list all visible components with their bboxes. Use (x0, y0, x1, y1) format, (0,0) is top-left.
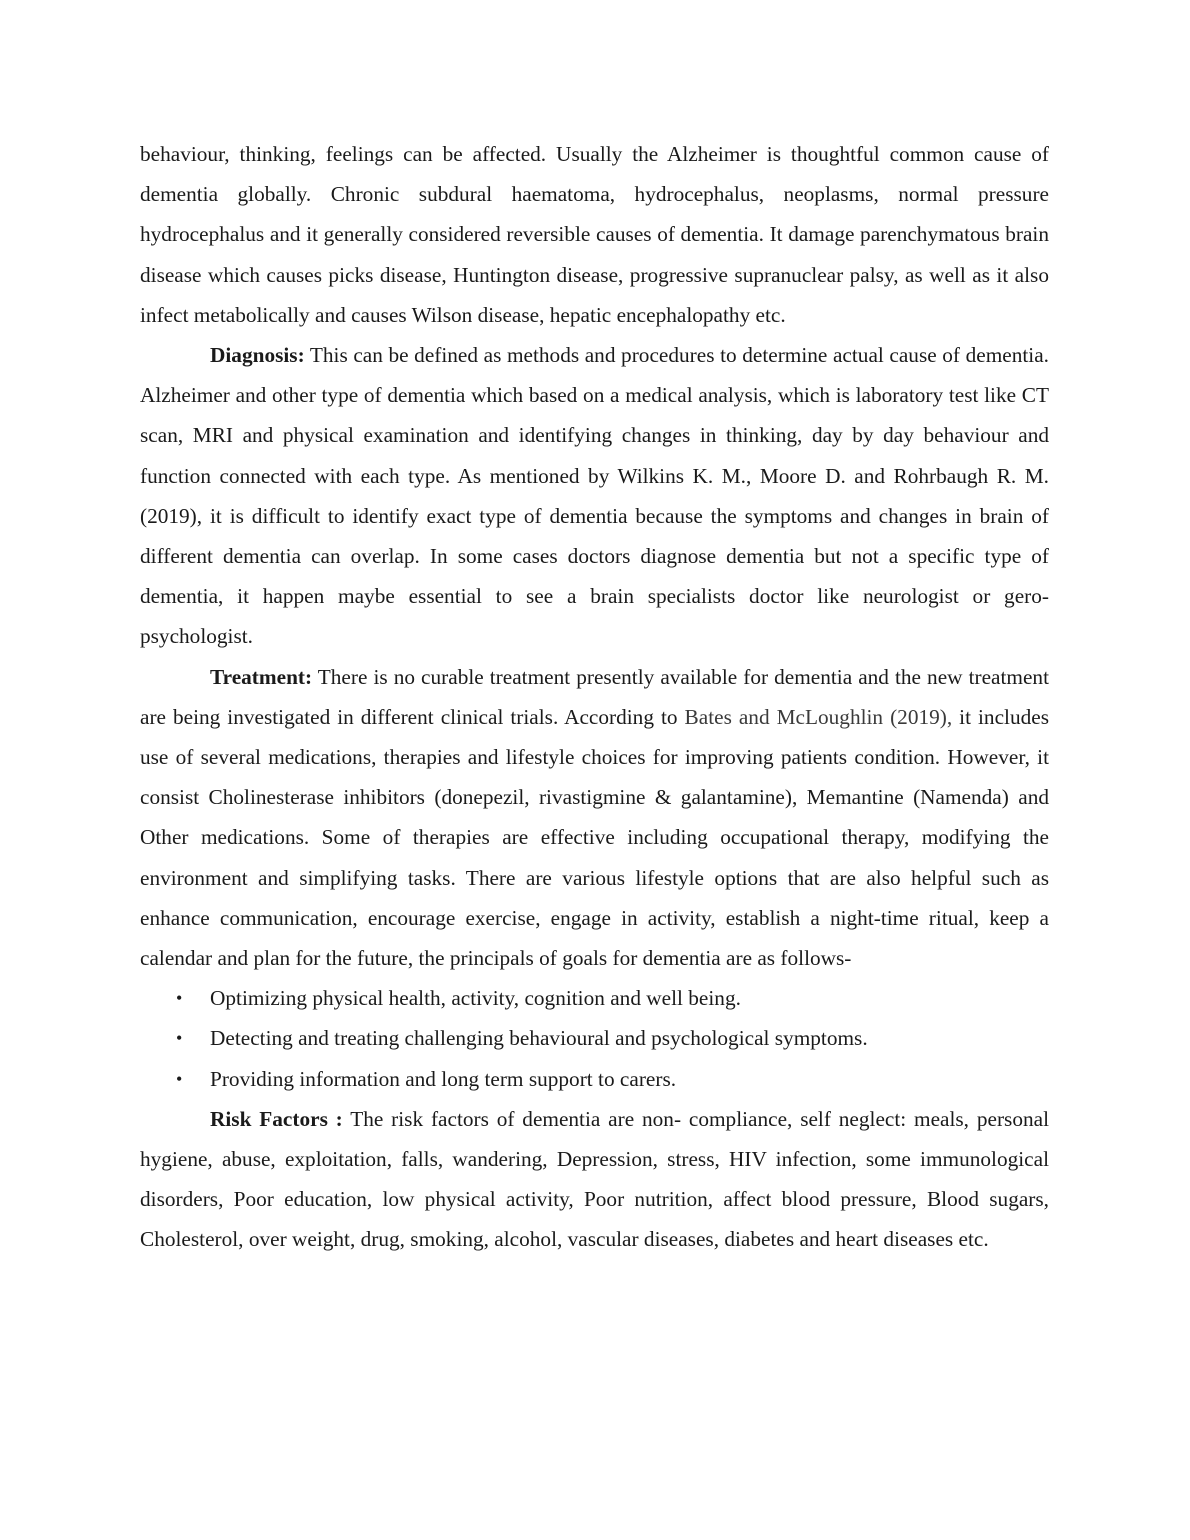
list-item (140, 1018, 1049, 1058)
treatment-paragraph (140, 657, 1049, 979)
diagnosis-heading: Diagnosis: (210, 343, 305, 368)
document-page (140, 134, 1049, 1260)
bullet-icon: • (176, 1028, 183, 1049)
treatment-text-after-citation: it includes use of several medications, therapies and lifestyle choices for improving patients condition. However, it consist Cholinesterase inhibitors (donepezil, rivastigmine & galantamine), Memantine (Namenda) and Other medications. Some of therapies are effective including occupational therapy, modifying the environment and simplifying tasks. There are various lifestyle options that are also helpful such as enhance communication, encourage exercise, engage in activity, establish a night-time ritual, keep a calendar and plan for the future, the principals of goals for dementia are as follows- (140, 704, 1049, 971)
treatment-citation: Bates and McLoughlin (2019), (684, 704, 953, 729)
list-item (140, 978, 1049, 1018)
risk-factors-paragraph (140, 1099, 1049, 1260)
diagnosis-text: This can be defined as methods and procedures to determine actual cause of dementia. Alzheimer and other type of dementia which based on a medical analysis, which is laboratory test like CT scan, MRI and physical examination and identifying changes in thinking, day by day behaviour and function connected with each type. As mentioned by Wilkins K. M., Moore D. and Rohrbaugh R. M. (2019), it is difficult to identify exact type of dementia because the symptoms and changes in brain of different dementia can overlap. In some cases doctors diagnose dementia but not a specific type of dementia, it happen maybe essential to see a brain specialists doctor like neurologist or gero- psychologist. (140, 343, 1049, 649)
bullet-icon: • (176, 988, 183, 1009)
diagnosis-paragraph (140, 335, 1049, 657)
treatment-heading: Treatment: (210, 664, 313, 689)
treatment-text-before-citation: There is no curable treatment presently available for dementia and the new treatment are being investigated in different clinical trials. According to (140, 664, 1049, 729)
goal-text: Optimizing physical health, activity, cognition and well being. (210, 986, 741, 1011)
goal-text: Providing information and long term support to carers. (210, 1066, 677, 1091)
list-item (140, 1059, 1049, 1099)
goals-list (140, 978, 1049, 1099)
bullet-icon: • (176, 1068, 183, 1089)
goal-text: Detecting and treating challenging behavioural and psychological symptoms. (210, 1026, 868, 1051)
risk-factors-text: The risk factors of dementia are non- compliance, self neglect: meals, personal hygiene, abuse, exploitation, falls, wandering, Depression, stress, HIV infection, some immunological disorders, Poor education, low physical activity, Poor nutrition, affect blood pressure, Blood sugars, Cholesterol, over weight, drug, smoking, alcohol, vascular diseases, diabetes and heart diseases etc. (140, 1106, 1049, 1252)
risk-factors-heading: Risk Factors : (210, 1106, 343, 1131)
intro-paragraph: behaviour, thinking, feelings can be affected. Usually the Alzheimer is thoughtful common cause of dementia globally. Chronic subdural haematoma, hydrocephalus, neoplasms, normal pressure hydrocephalus and it generally considered reversible causes of dementia. It damage parenchymatous brain disease which causes picks disease, Huntington disease, progressive supranuclear palsy, as well as it also infect metabolically and causes Wilson disease, hepatic encephalopathy etc. (140, 142, 1049, 327)
